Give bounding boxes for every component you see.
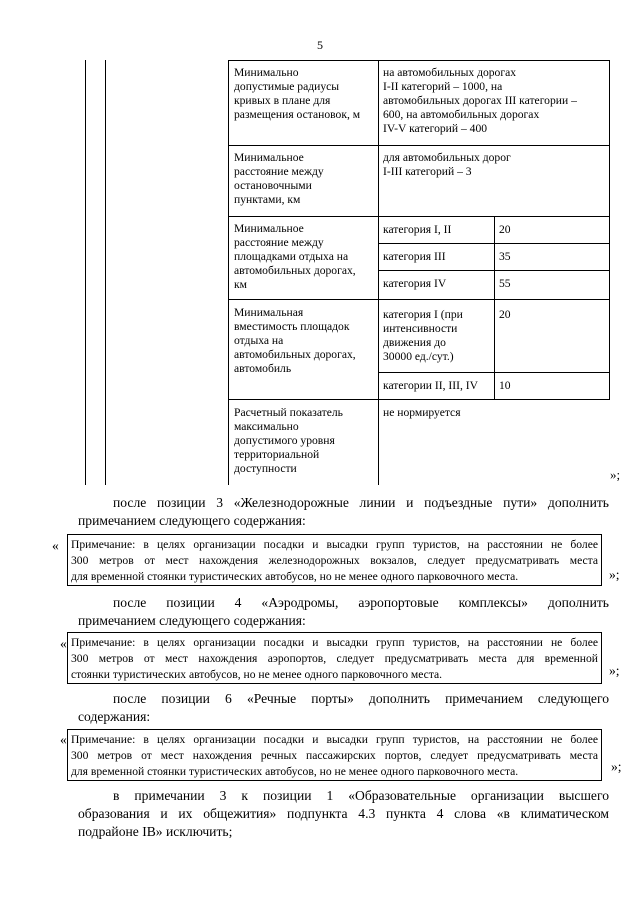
note-line: 300 метров от мест нахождения железнодорожных вокзалов, следует предусматривать места	[71, 554, 598, 567]
section-1-open-quote: «	[52, 538, 59, 553]
table-closing-quote: »;	[610, 467, 621, 482]
table-border-left	[85, 60, 86, 485]
note-line: 300 метров от мест нахождения речных пассажирских портов, следует предусматривать места	[71, 749, 598, 762]
section-3-close-quote: »;	[611, 759, 622, 774]
table-row-divider	[228, 216, 609, 217]
section-3-note-box	[67, 729, 602, 781]
table-column-divider	[378, 60, 379, 485]
section-1-note-box	[67, 534, 602, 586]
note-line: стоянки туристических автобусов, но не менее одного парковочного места.	[71, 668, 443, 681]
table-row-3-number-2: 35	[499, 250, 511, 263]
table-row-4-category-2: категории II, III, IV	[383, 379, 479, 392]
table-column-divider	[105, 60, 106, 485]
table-row-4-category-1: категория I (при интенсивности движения до 30000 ед./сут.)	[383, 308, 463, 363]
section-1-intro-line-2: примечанием следующего содержания:	[78, 513, 306, 528]
note-line: для временной стоянки туристических автобусов, но не менее одного парковочного места.	[71, 765, 519, 778]
note-line: Примечание: в целях организации посадки и высадки групп туристов, на расстоянии не более	[71, 538, 598, 551]
note-line: 300 метров от мест нахождения аэропортов, следует предусматривать места для временной	[71, 652, 598, 665]
table-row-3-category-2: категория III	[383, 250, 446, 263]
final-paragraph-line-3: подрайоне IB» исключить;	[78, 824, 233, 839]
table-row-3-category-1: категория I, II	[383, 223, 452, 236]
section-3-intro-line-1: после позиции 6 «Речные порты» дополнить примечанием следующего	[113, 691, 609, 706]
table-row-divider	[228, 60, 609, 61]
final-paragraph-line-2: образования и их общежития» подпункта 4.3 пункта 4 слова «в климатическом	[78, 806, 609, 821]
section-2-intro-line-1: после позиции 4 «Аэродромы, аэропортовые комплексы» дополнить	[113, 595, 609, 610]
table-row-2-value: для автомобильных дорог I-III категорий – 3	[383, 151, 511, 178]
section-2-close-quote: »;	[609, 663, 620, 678]
table-subrow-divider	[378, 243, 609, 244]
table-column-divider	[228, 60, 229, 485]
note-line: для временной стоянки туристических автобусов, но не менее одного парковочного места.	[71, 570, 519, 583]
note-line: Примечание: в целях организации посадки и высадки групп туристов, на расстоянии не более	[71, 636, 598, 649]
section-1-intro-line-1: после позиции 3 «Железнодорожные линии и подъездные пути» дополнить	[113, 495, 609, 510]
table-row-3-param: Минимальное расстояние между площадками отдыха на автомобильных дорогах, км	[234, 222, 356, 291]
section-2-open-quote: «	[60, 636, 67, 651]
table-row-5-param: Расчетный показатель максимально допустимого уровня территориальной доступности	[234, 406, 343, 475]
table-row-3-category-3: категория IV	[383, 277, 447, 290]
table-subrow-divider	[378, 270, 609, 271]
table-row-2-param: Минимальное расстояние между остановочными пунктами, км	[234, 151, 324, 206]
table-row-4-number-2: 10	[499, 379, 511, 392]
table-border-right	[609, 60, 610, 400]
section-1-close-quote: »;	[609, 567, 620, 582]
table-row-divider	[228, 145, 609, 146]
table-row-5-value: не нормируется	[383, 406, 461, 419]
section-2-note-box	[67, 632, 602, 684]
note-line: Примечание: в целях организации посадки и высадки групп туристов, на расстоянии не более	[71, 733, 598, 746]
table-row-3-number-1: 20	[499, 223, 511, 236]
table-row-4-number-1: 20	[499, 308, 511, 321]
table-row-divider	[228, 399, 609, 400]
table-row-1-value: на автомобильных дорогах I-II категорий – 1000, на автомобильных дорогах III категории – 600, на автомобильных дорогах IV-V категорий – 400	[383, 66, 577, 135]
section-3-open-quote: «	[60, 732, 67, 747]
table-row-4-param: Минимальная вместимость площадок отдыха на автомобильных дорогах, автомобиль	[234, 306, 356, 375]
section-2-intro-line-2: примечанием следующего содержания:	[78, 613, 306, 628]
section-3-intro-line-2: содержания:	[78, 709, 151, 724]
table-row-divider	[228, 299, 609, 300]
table-row-3-number-3: 55	[499, 277, 511, 290]
table-subrow-divider	[378, 372, 609, 373]
page-number: 5	[317, 38, 323, 52]
table-row-1-param: Минимально допустимые радиусы кривых в плане для размещения остановок, м	[234, 66, 361, 121]
final-paragraph-line-1: в примечании 3 к позиции 1 «Образовательные организации высшего	[113, 788, 609, 803]
